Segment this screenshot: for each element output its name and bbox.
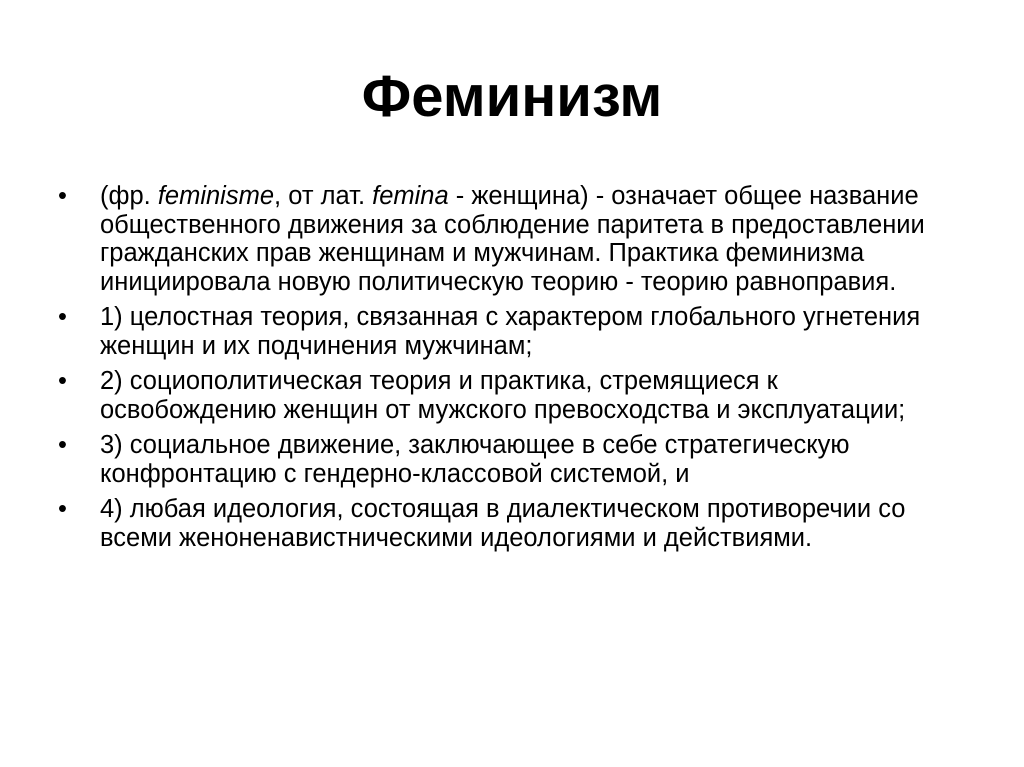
bullet-dot-icon: • [58, 367, 67, 395]
bullet-text: 4) любая идеология, состоящая в диалектическом противоречии со всеми женоненавистническими идеологиями и действиями. [100, 495, 906, 552]
bullet-item [58, 303, 958, 360]
text-run: - женщина) - означает общее название общественного движения за соблюдение паритета в предоставлении гражданских прав женщинам и мужчинам. Практика феминизма инициировала новую политическую теорию - теорию равноправия. [100, 182, 925, 296]
bullet-dot-icon: • [58, 495, 67, 523]
slide-title: Феминизм [361, 64, 663, 129]
bullet-dot-icon: • [58, 182, 67, 210]
bullet-text [100, 182, 925, 296]
text-run-italic: feminisme [157, 182, 275, 210]
bullet-item [58, 182, 958, 296]
bullet-item [58, 495, 958, 552]
bullet-text: 3) социальное движение, заключающее в себе стратегическую конфронтацию с гендерно-классовой системой, и [100, 431, 850, 488]
bullet-item [58, 367, 958, 424]
text-run: , от лат. [274, 182, 373, 210]
bullet-dot-icon: • [58, 303, 67, 331]
bullet-list [58, 182, 958, 559]
bullet-item [58, 431, 958, 488]
text-run-italic: femina [372, 182, 449, 210]
bullet-dot-icon: • [58, 431, 67, 459]
bullet-text: 1) целостная теория, связанная с характером глобального угнетения женщин и их подчинения мужчинам; [100, 303, 921, 360]
bullet-text: 2) социополитическая теория и практика, стремящиеся к освобождению женщин от мужского превосходства и эксплуатации; [100, 367, 906, 424]
text-run: (фр. [100, 182, 158, 210]
